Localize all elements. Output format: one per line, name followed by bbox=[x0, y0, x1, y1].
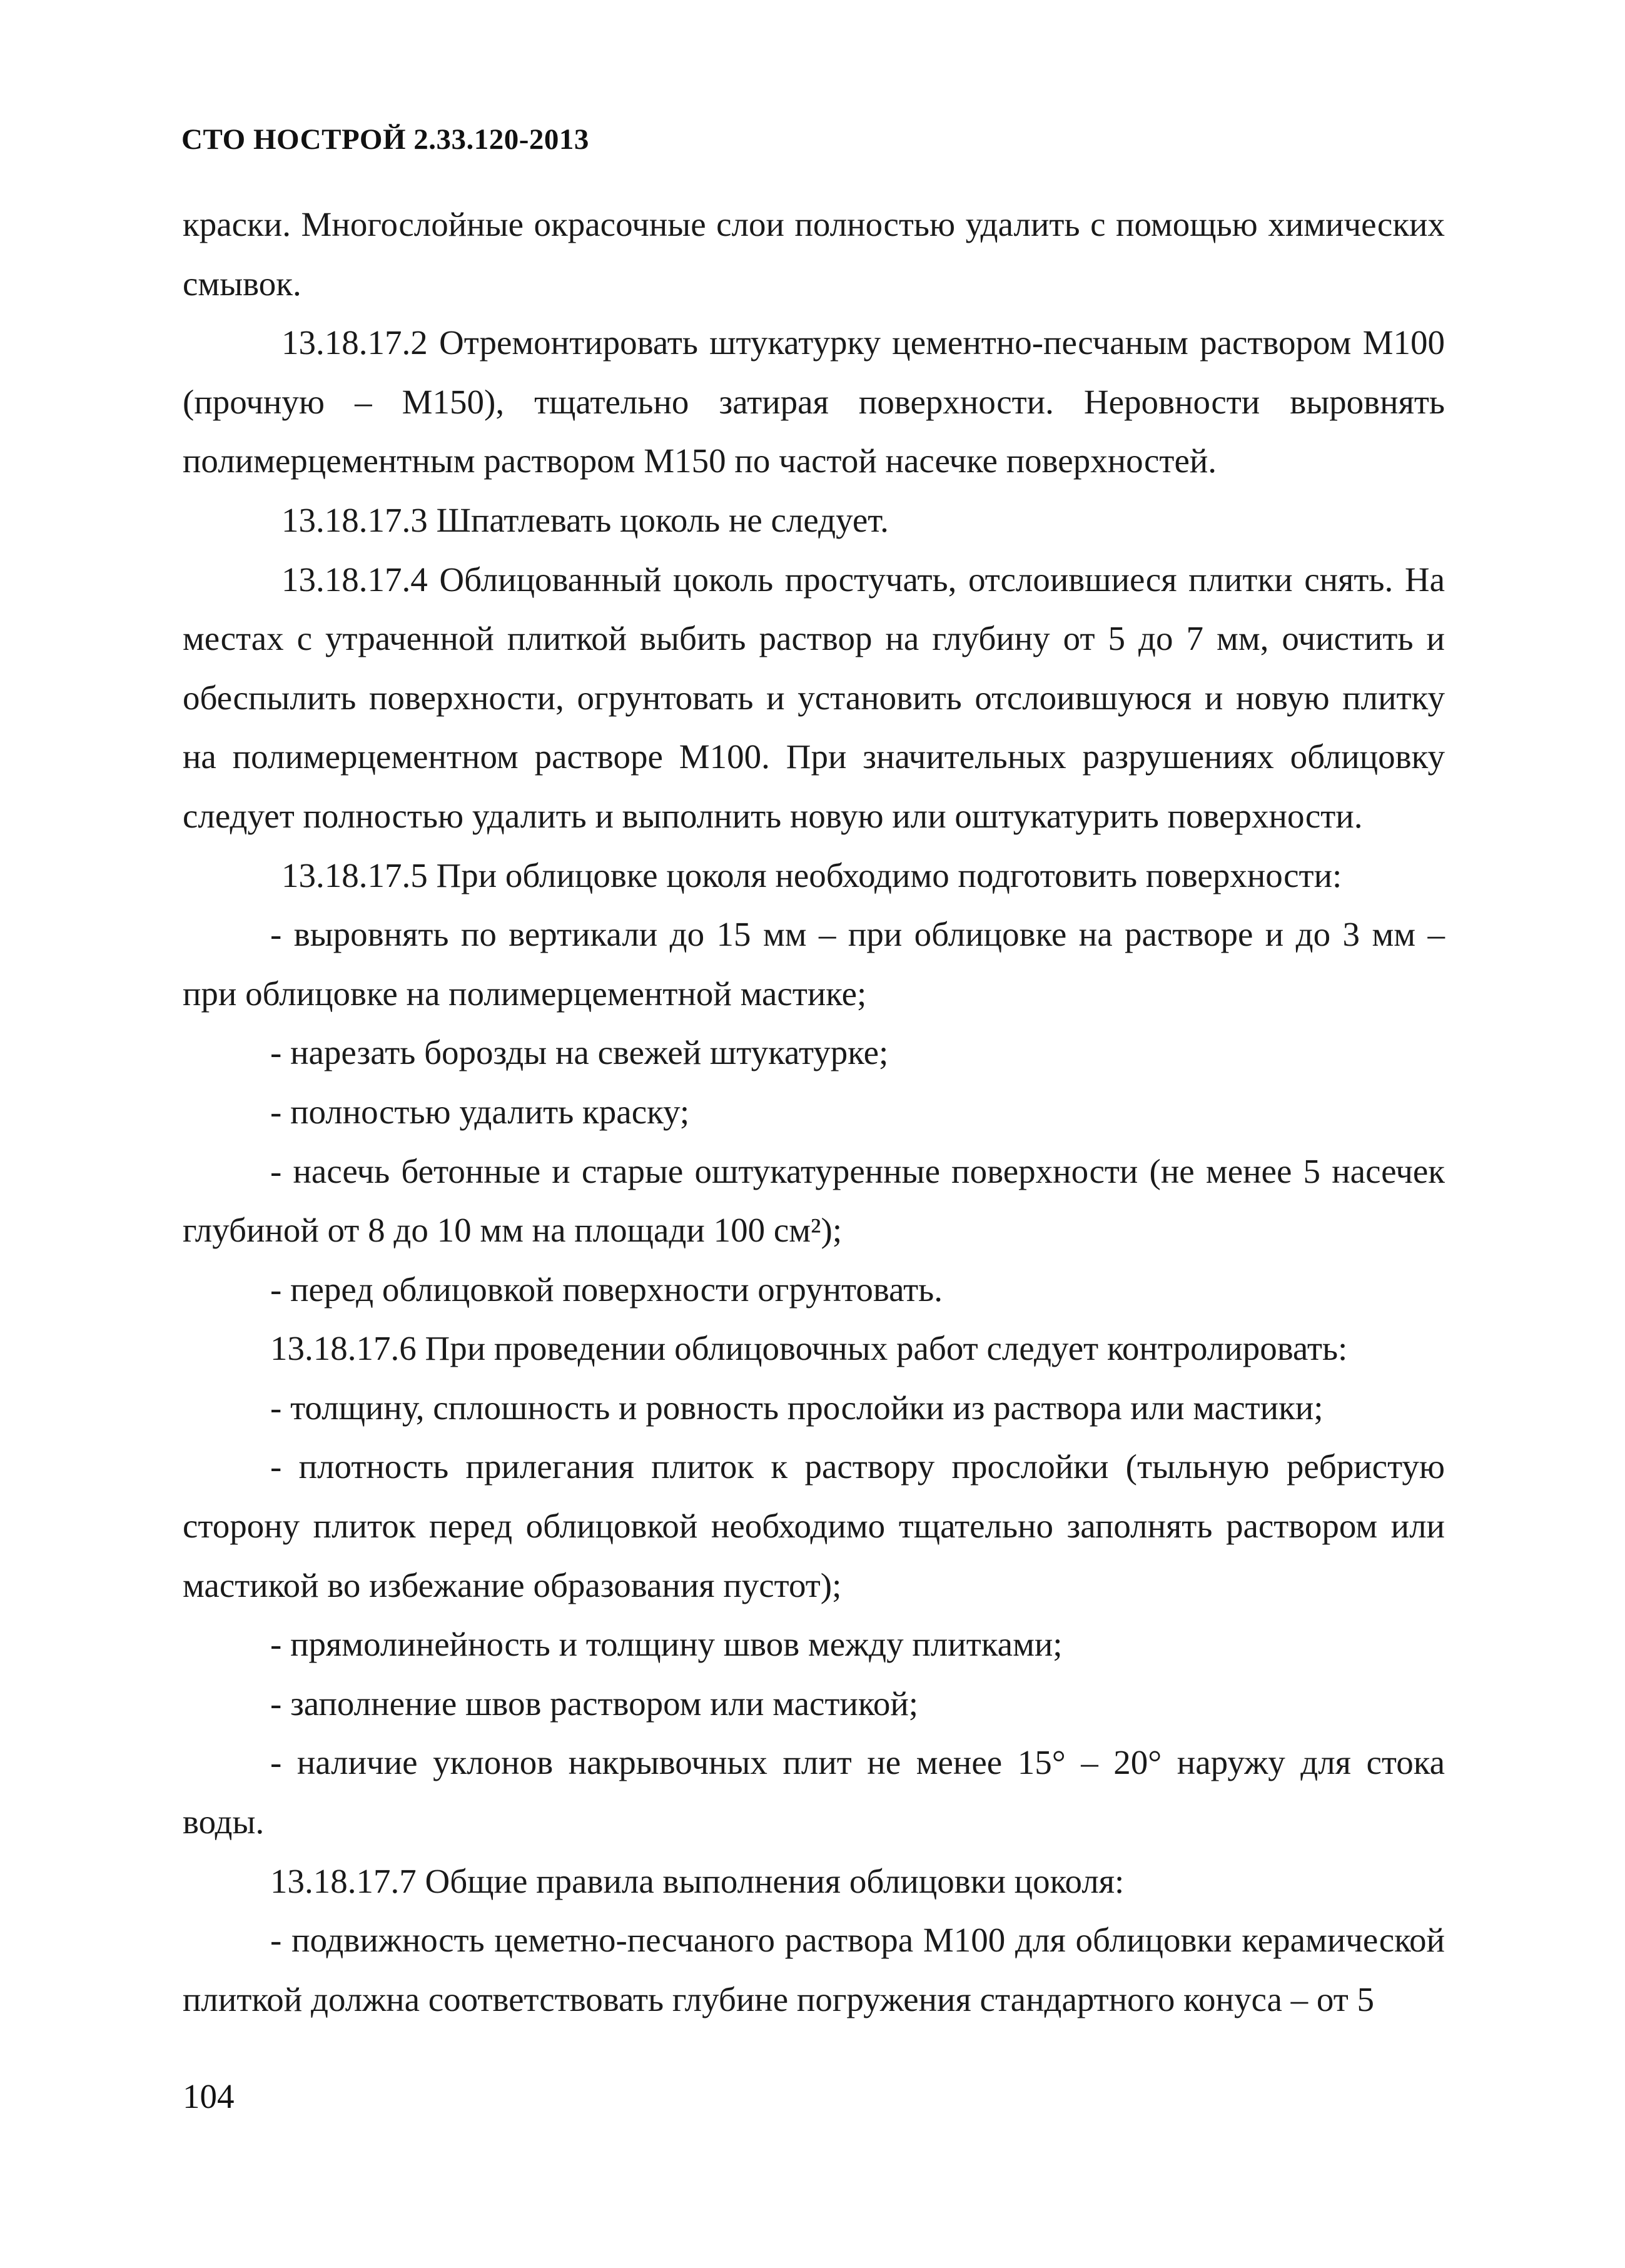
list-item: - подвижность цеметно-песчаного раствора М100 для облицовки керамической плиткой должна соответствовать глубине погружения стандартного конуса – от 5 bbox=[183, 1921, 1445, 2018]
list-item: - заполнение швов раствором или мастикой; bbox=[270, 1684, 919, 1723]
list-item: - насечь бетонные и старые оштукатуренные поверхности (не менее 5 насечек глубиной от 8 до 10 мм на площади 100 см²); bbox=[183, 1152, 1445, 1250]
paragraph: 13.18.17.4 Облицованный цоколь простучать, отслоившиеся плитки снять. На местах с утраченной плиткой выбить раствор на глубину от 5 до 7 мм, очистить и обеспылить поверхности, огрунтовать и установить отслоившуюся и новую плитку на полимерцементном растворе М100. При значительных разрушениях облицовку следует полностью удалить и выполнить новую или оштукатурить поверхности. bbox=[183, 560, 1445, 835]
list-item: - выровнять по вертикали до 15 мм – при облицовке на растворе и до 3 мм – при облицовке на полимерцементной мастике; bbox=[183, 915, 1445, 1013]
list-item: - прямолинейность и толщину швов между плитками; bbox=[270, 1625, 1063, 1664]
document-body bbox=[183, 195, 1445, 2029]
list-item: - перед облицовкой поверхности огрунтовать. bbox=[270, 1270, 943, 1309]
paragraph: 13.18.17.2 Отремонтировать штукатурку цементно-песчаным раствором М100 (прочную – М150), тщательно затирая поверхности. Неровности выровнять полимерцементным раствором М150 по частой насечке поверхностей. bbox=[183, 323, 1445, 480]
list-item: - толщину, сплошность и ровность прослойки из раствора или мастики; bbox=[270, 1388, 1324, 1427]
list-item: - наличие уклонов накрывочных плит не менее 15° – 20° наружу для стока воды. bbox=[183, 1743, 1445, 1841]
list-item: - плотность прилегания плиток к раствору прослойки (тыльную ребристую сторону плиток перед облицовкой необходимо тщательно заполнять раствором или мастикой во избежание образования пустот); bbox=[183, 1447, 1445, 1604]
document-header: СТО НОСТРОЙ 2.33.120-2013 bbox=[181, 123, 589, 156]
list-item: - полностью удалить краску; bbox=[270, 1092, 690, 1131]
paragraph: 13.18.17.6 При проведении облицовочных работ следует контролировать: bbox=[270, 1329, 1348, 1368]
paragraph: 13.18.17.5 При облицовке цоколя необходимо подготовить поверхности: bbox=[281, 856, 1342, 894]
paragraph: краски. Многослойные окрасочные слои полностью удалить с помощью химических смывок. bbox=[183, 205, 1445, 303]
paragraph: 13.18.17.3 Шпатлевать цоколь не следует. bbox=[281, 500, 889, 539]
list-item: - нарезать борозды на свежей штукатурке; bbox=[270, 1033, 889, 1072]
paragraph: 13.18.17.7 Общие правила выполнения облицовки цоколя: bbox=[270, 1861, 1125, 1900]
page-number: 104 bbox=[183, 2077, 235, 2115]
